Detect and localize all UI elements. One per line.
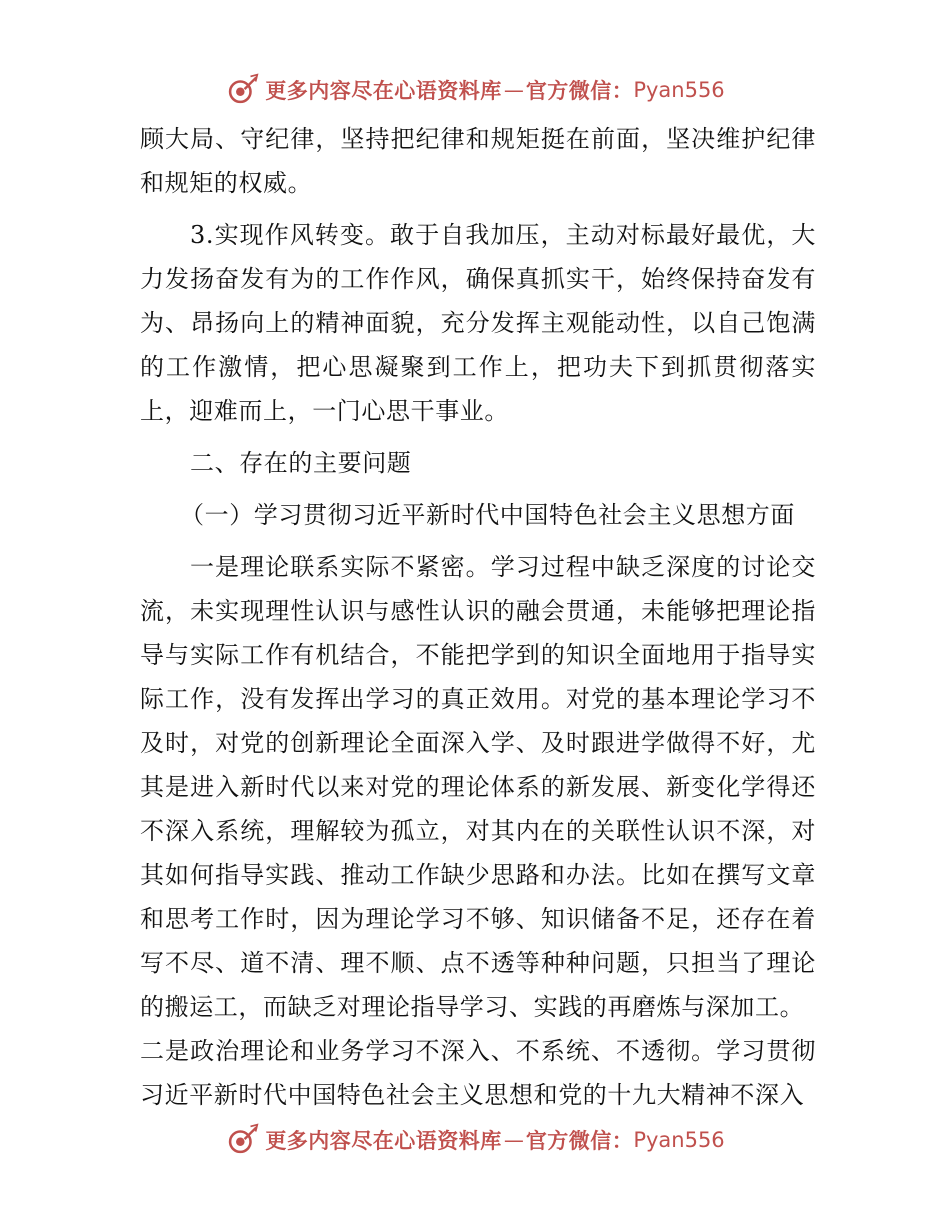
watermark-contact-label: 官方微信： bbox=[525, 79, 634, 103]
pen-logo-icon bbox=[225, 73, 259, 107]
watermark-separator: — bbox=[503, 78, 524, 102]
paragraph-continuation: 顾大局、守纪律，坚持把纪律和规矩挺在前面，坚决维护纪律和规矩的权威。 bbox=[140, 125, 816, 197]
watermark-separator: — bbox=[503, 1128, 524, 1152]
paragraph-theory-practice: 一是理论联系实际不紧密。学习过程中缺乏深度的讨论交流，未实现理性认识与感性认识的融会贯通，未能够把理论指导与实际工作有机结合，不能把学到的知识全面地用于指导实际工作，没有发挥出学习的真正效用。对党的基本理论学习不及时，对党的创新理论全面深入学、及时跟进学做得不好，尤其是进入新时代以来对党的理论体系的新发展、新变化学得还不深入系统，理解较为孤立，对其内在的关联性认识不深，对其如何指导实践、推动工作缺少思路和办法。比如在撰写文章和思考工作时，因为理论学习不够、知识储备不足，还存在着写不尽、道不清、理不顺、点不透等种种问题，只担当了理论的搬运工，而缺乏对理论指导学习、实践的再磨炼与深加工。 bbox=[140, 553, 816, 1021]
watermark-contact-id: Pyan556 bbox=[633, 1128, 725, 1152]
watermark-contact-label: 官方微信： bbox=[525, 1129, 634, 1153]
paragraph-political-study: 二是政治理论和业务学习不深入、不系统、不透彻。学习贯彻习近平新时代中国特色社会主义思想和党的十九大精神不深入 bbox=[140, 1037, 816, 1109]
watermark-banner-bottom bbox=[0, 1120, 950, 1160]
watermark-main-text: 更多内容尽在心语资料库 bbox=[265, 1129, 502, 1153]
paragraph-style-change: 3.实现作风转变。敢于自我加压，主动对标最好最优，大力发扬奋发有为的工作作风，确保真抓实干，始终保持奋发有为、昂扬向上的精神面貌，充分发挥主观能动性，以自己饱满的工作激情，把心思凝聚到工作上，把功夫下到抓贯彻落实上，迎难而上，一门心思干事业。 bbox=[140, 221, 816, 425]
document-body bbox=[140, 117, 816, 1117]
watermark-main-text: 更多内容尽在心语资料库 bbox=[265, 79, 502, 103]
watermark-contact-id: Pyan556 bbox=[633, 78, 725, 102]
subsection-heading-study: （一）学习贯彻习近平新时代中国特色社会主义思想方面 bbox=[180, 501, 795, 529]
pen-logo-icon bbox=[225, 1123, 259, 1157]
watermark-banner-top bbox=[0, 70, 950, 110]
section-heading-problems: 二、存在的主要问题 bbox=[190, 449, 412, 477]
